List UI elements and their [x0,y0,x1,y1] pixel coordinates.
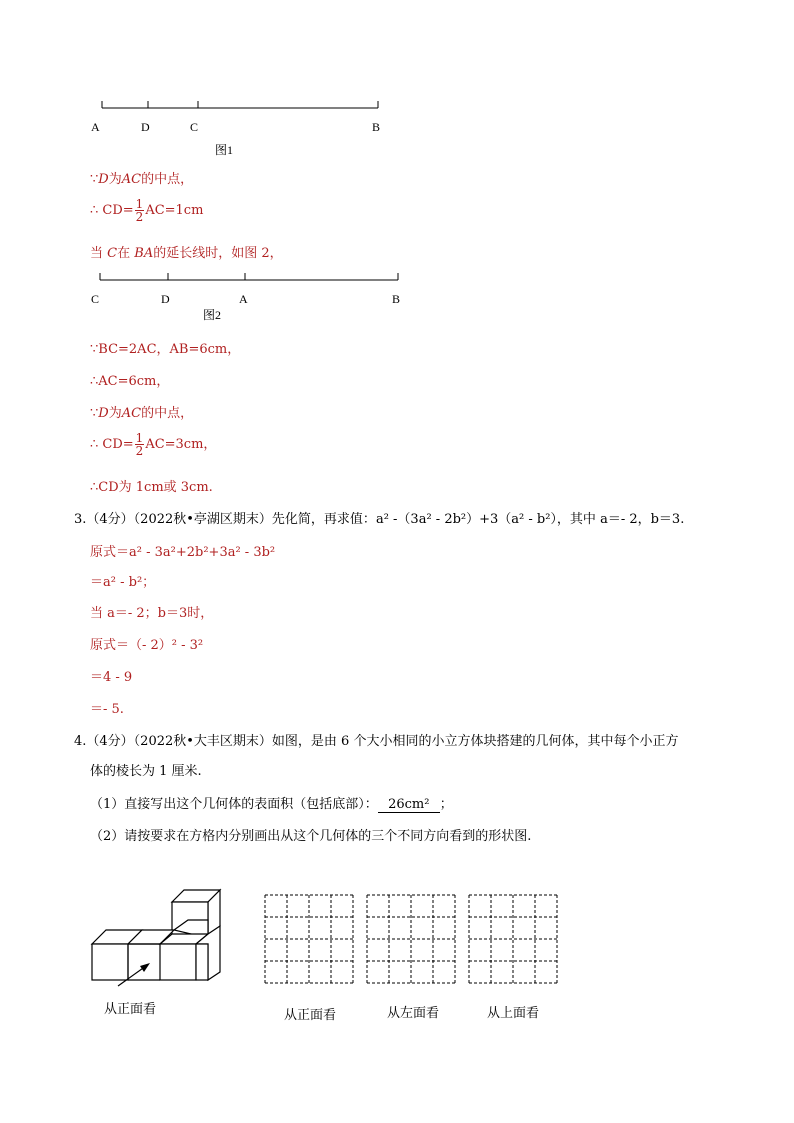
q3-step-2: ＝a² - b²； [90,575,156,590]
grid-caption-left: 从左面看 [387,1006,440,1021]
sol-line-8: ∴CD为 1cm或 3cm. [90,480,213,495]
fig1-label-b: B [372,120,381,134]
fig2-label-b: B [392,292,401,306]
fig2-label-a: A [239,292,248,306]
grid-left-view[interactable] [366,894,456,984]
sol-line-1: ∵D为AC的中点， [90,172,194,187]
grid-caption-top: 从上面看 [487,1006,540,1021]
sol-line-7: ∴ CD= $\frac{1}{2}$ AC=3cm， [90,431,217,458]
sol-line-3: 当 C在 BA的延长线时，如图 2， [90,246,283,261]
q3-step-6: ＝- 5. [90,702,124,717]
fig1-label-c: C [190,120,199,134]
q3-step-3: 当 a＝- 2；b＝3时， [90,606,214,621]
fig1-label-d: D [141,120,150,134]
fig2-caption: 图2 [203,308,222,322]
grid-top-view[interactable] [468,894,558,984]
q4-answer: 26cm² [378,797,440,813]
q3-step-5: ＝4 - 9 [90,670,133,685]
cube-figure [88,886,223,998]
figure-2 [88,268,408,298]
grid-caption-front: 从正面看 [284,1008,337,1023]
figure-1 [90,96,400,160]
question-4-cont: 体的棱长为 1 厘米. [90,764,202,779]
sol-line-6: ∵D为AC的中点， [90,406,194,421]
sol-line-4: ∵BC=2AC，AB=6cm， [90,342,241,357]
fraction-half: $\frac{1}{2}$ [135,197,144,224]
q3-step-1: 原式＝a² - 3a²+2b²+3a² - 3b² [90,545,276,560]
sol-line-2: ∴ CD= $\frac{1}{2}$ AC=1cm [90,197,204,224]
q3-step-4: 原式＝（- 2）² - 3² [90,638,204,653]
q4-part-1: （1）直接写出这个几何体的表面积（包括底部）： 26cm² ； [90,797,453,812]
question-3: 3.（4分）（2022秋•亭湖区期末）先化简，再求值：a² -（3a² - 2b²）+3（a² - b²），其中 a＝- 2，b＝3. [74,512,685,527]
fig2-label-d: D [161,292,170,306]
question-4: 4.（4分）（2022秋•大丰区期末）如图，是由 6 个大小相同的小立方体块搭建的几何体，其中每个小正方 [74,734,679,749]
q4-part-2: （2）请按要求在方格内分别画出从这个几何体的三个不同方向看到的形状图. [90,829,532,844]
fig1-label-a: A [91,120,100,134]
fig1-caption: 图1 [215,143,234,157]
sol-line-5: ∴AC=6cm， [90,374,170,389]
cube-caption: 从正面看 [104,1002,157,1017]
fig2-label-c: C [91,292,100,306]
grid-front-view[interactable] [264,894,354,984]
